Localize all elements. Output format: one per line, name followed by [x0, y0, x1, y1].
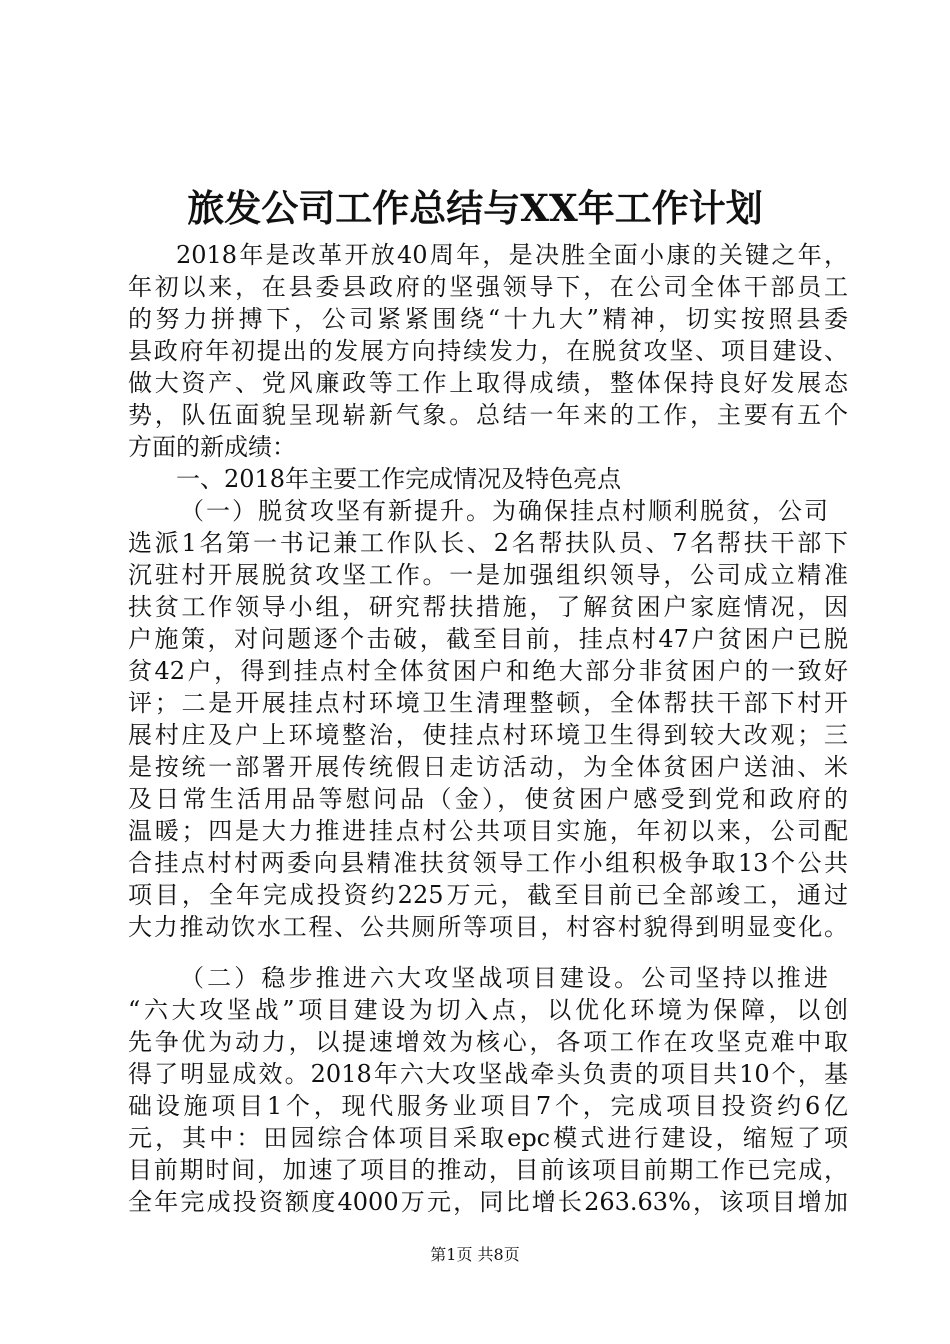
paragraph-line: 的努力拼搏下，公司紧紧围绕“十九大”精神，切实按照县委	[128, 305, 848, 333]
paragraph-line: 选派1名第一书记兼工作队长、2名帮扶队员、7名帮扶干部下	[128, 529, 848, 557]
paragraph-line: （一）脱贫攻坚有新提升。为确保挂点村顺利脱贫，公司	[180, 497, 828, 525]
paragraph-line: 是按统一部署开展传统假日走访活动，为全体贫困户送油、米	[128, 753, 848, 781]
paragraph-line: 得了明显成效。2018年六大攻坚战牵头负责的项目共10个，基	[128, 1060, 848, 1088]
paragraph-line: 元，其中：田园综合体项目采取epc模式进行建设，缩短了项	[128, 1124, 848, 1152]
paragraph-line: 先争优为动力，以提速增效为核心，各项工作在攻坚克难中取	[128, 1028, 848, 1056]
paragraph-line: 项目，全年完成投资约225万元，截至目前已全部竣工，通过	[128, 881, 848, 909]
paragraph-line: 做大资产、党风廉政等工作上取得成绩，整体保持良好发展态	[128, 369, 848, 397]
paragraph-line: 温暖；四是大力推进挂点村公共项目实施，年初以来，公司配	[128, 817, 848, 845]
paragraph-line: 县政府年初提出的发展方向持续发力，在脱贫攻坚、项目建设、	[128, 337, 848, 365]
paragraph-line: 沉驻村开展脱贫攻坚工作。一是加强组织领导，公司成立精准	[128, 561, 848, 589]
paragraph-line: 评；二是开展挂点村环境卫生清理整顿，全体帮扶干部下村开	[128, 689, 848, 717]
paragraph-line: 展村庄及户上环境整治，使挂点村环境卫生得到较大改观；三	[128, 721, 848, 749]
paragraph-line: 势，队伍面貌呈现崭新气象。总结一年来的工作，主要有五个	[128, 401, 848, 429]
paragraph-line: 扶贫工作领导小组，研究帮扶措施，了解贫困户家庭情况，因	[128, 593, 848, 621]
paragraph-line: 年初以来，在县委县政府的坚强领导下，在公司全体干部员工	[128, 273, 848, 301]
paragraph-line: 目前期时间，加速了项目的推动，目前该项目前期工作已完成，	[128, 1156, 848, 1184]
paragraph-line: 大力推动饮水工程、公共厕所等项目，村容村貌得到明显变化。	[128, 913, 848, 941]
section-heading: 一、2018年主要工作完成情况及特色亮点	[176, 465, 622, 493]
paragraph-line: 户施策，对问题逐个击破，截至目前，挂点村47户贫困户已脱	[128, 625, 848, 653]
paragraph-line: 及日常生活用品等慰问品（金），使贫困户感受到党和政府的	[128, 785, 848, 813]
paragraph-line: 2018年是改革开放40周年，是决胜全面小康的关键之年，	[176, 241, 848, 269]
paragraph-line: 全年完成投资额度4000万元，同比增长263.63%，该项目增加	[128, 1188, 848, 1216]
page-footer: 第1页 共8页	[430, 1245, 520, 1264]
paragraph-line: 贫42户，得到挂点村全体贫困户和绝大部分非贫困户的一致好	[128, 657, 848, 685]
paragraph-line: 方面的新成绩：	[128, 433, 296, 461]
paragraph-line: 础设施项目1个，现代服务业项目7个，完成项目投资约6亿	[128, 1092, 848, 1120]
paragraph-line: 合挂点村村两委向县精准扶贫领导工作小组积极争取13个公共	[128, 849, 848, 877]
paragraph-line: （二）稳步推进六大攻坚战项目建设。公司坚持以推进	[180, 964, 828, 992]
paragraph-line: “六大攻坚战”项目建设为切入点，以优化环境为保障，以创	[128, 996, 848, 1024]
document-title: 旅发公司工作总结与XX年工作计划	[187, 186, 763, 230]
